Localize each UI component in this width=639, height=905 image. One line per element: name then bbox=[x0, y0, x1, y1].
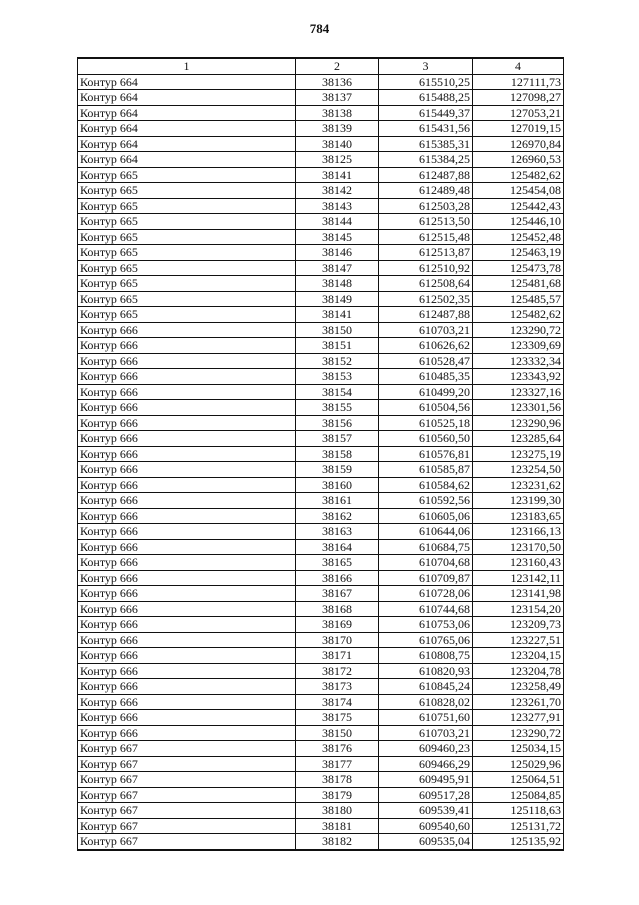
table-row bbox=[78, 601, 564, 617]
table-row bbox=[78, 803, 564, 819]
contour-name-cell: Контур 666 bbox=[78, 322, 296, 338]
table-row bbox=[78, 353, 564, 369]
y-coordinate-cell: 125473,78 bbox=[473, 260, 564, 276]
x-coordinate-cell: 612510,92 bbox=[379, 260, 473, 276]
y-coordinate-cell: 125446,10 bbox=[473, 214, 564, 230]
point-number-cell: 38148 bbox=[296, 276, 379, 292]
table-row bbox=[78, 245, 564, 261]
table-row bbox=[78, 818, 564, 834]
y-coordinate-cell: 125131,72 bbox=[473, 818, 564, 834]
table-row bbox=[78, 214, 564, 230]
x-coordinate-cell: 610528,47 bbox=[379, 353, 473, 369]
table-row bbox=[78, 152, 564, 168]
table-row bbox=[78, 276, 564, 292]
contour-name-cell: Контур 666 bbox=[78, 384, 296, 400]
table-row bbox=[78, 648, 564, 664]
table-row bbox=[78, 90, 564, 106]
y-coordinate-cell: 125034,15 bbox=[473, 741, 564, 757]
table-row bbox=[78, 369, 564, 385]
x-coordinate-cell: 609540,60 bbox=[379, 818, 473, 834]
point-number-cell: 38141 bbox=[296, 167, 379, 183]
y-coordinate-cell: 123301,56 bbox=[473, 400, 564, 416]
table-row bbox=[78, 136, 564, 152]
table-row bbox=[78, 462, 564, 478]
contour-name-cell: Контур 666 bbox=[78, 539, 296, 555]
point-number-cell: 38178 bbox=[296, 772, 379, 788]
contour-name-cell: Контур 666 bbox=[78, 508, 296, 524]
y-coordinate-cell: 125482,62 bbox=[473, 167, 564, 183]
x-coordinate-cell: 610644,06 bbox=[379, 524, 473, 540]
contour-name-cell: Контур 666 bbox=[78, 586, 296, 602]
y-coordinate-cell: 123160,43 bbox=[473, 555, 564, 571]
table-row bbox=[78, 260, 564, 276]
point-number-cell: 38158 bbox=[296, 446, 379, 462]
x-coordinate-cell: 615510,25 bbox=[379, 74, 473, 90]
y-coordinate-cell: 126960,53 bbox=[473, 152, 564, 168]
y-coordinate-cell: 125485,57 bbox=[473, 291, 564, 307]
x-coordinate-cell: 612487,88 bbox=[379, 167, 473, 183]
y-coordinate-cell: 123327,16 bbox=[473, 384, 564, 400]
contour-name-cell: Контур 666 bbox=[78, 679, 296, 695]
contour-name-cell: Контур 666 bbox=[78, 524, 296, 540]
y-coordinate-cell: 123254,50 bbox=[473, 462, 564, 478]
y-coordinate-cell: 123199,30 bbox=[473, 493, 564, 509]
contour-name-cell: Контур 666 bbox=[78, 694, 296, 710]
point-number-cell: 38154 bbox=[296, 384, 379, 400]
contour-name-cell: Контур 665 bbox=[78, 245, 296, 261]
x-coordinate-cell: 612508,64 bbox=[379, 276, 473, 292]
x-coordinate-cell: 610626,62 bbox=[379, 338, 473, 354]
point-number-cell: 38172 bbox=[296, 663, 379, 679]
y-coordinate-cell: 125454,08 bbox=[473, 183, 564, 199]
table-row bbox=[78, 679, 564, 695]
contour-name-cell: Контур 666 bbox=[78, 400, 296, 416]
table-row bbox=[78, 508, 564, 524]
x-coordinate-cell: 610560,50 bbox=[379, 431, 473, 447]
x-coordinate-cell: 610704,68 bbox=[379, 555, 473, 571]
table-row bbox=[78, 167, 564, 183]
contour-name-cell: Контур 667 bbox=[78, 772, 296, 788]
x-coordinate-cell: 610828,02 bbox=[379, 694, 473, 710]
contour-name-cell: Контур 665 bbox=[78, 291, 296, 307]
x-coordinate-cell: 610703,21 bbox=[379, 725, 473, 741]
contour-name-cell: Контур 666 bbox=[78, 462, 296, 478]
x-coordinate-cell: 612502,35 bbox=[379, 291, 473, 307]
point-number-cell: 38161 bbox=[296, 493, 379, 509]
contour-name-cell: Контур 666 bbox=[78, 663, 296, 679]
table-row bbox=[78, 834, 564, 850]
contour-name-cell: Контур 665 bbox=[78, 260, 296, 276]
table-row bbox=[78, 570, 564, 586]
table-row bbox=[78, 772, 564, 788]
y-coordinate-cell: 123290,96 bbox=[473, 415, 564, 431]
contour-name-cell: Контур 665 bbox=[78, 276, 296, 292]
point-number-cell: 38143 bbox=[296, 198, 379, 214]
y-coordinate-cell: 123258,49 bbox=[473, 679, 564, 695]
contour-name-cell: Контур 665 bbox=[78, 214, 296, 230]
point-number-cell: 38137 bbox=[296, 90, 379, 106]
x-coordinate-cell: 610684,75 bbox=[379, 539, 473, 555]
table-row bbox=[78, 632, 564, 648]
x-coordinate-cell: 609466,29 bbox=[379, 756, 473, 772]
y-coordinate-cell: 123332,34 bbox=[473, 353, 564, 369]
x-coordinate-cell: 612513,50 bbox=[379, 214, 473, 230]
x-coordinate-cell: 610820,93 bbox=[379, 663, 473, 679]
coordinates-table bbox=[77, 57, 564, 851]
x-coordinate-cell: 609495,91 bbox=[379, 772, 473, 788]
table-row bbox=[78, 725, 564, 741]
y-coordinate-cell: 123231,62 bbox=[473, 477, 564, 493]
x-coordinate-cell: 609460,23 bbox=[379, 741, 473, 757]
point-number-cell: 38173 bbox=[296, 679, 379, 695]
point-number-cell: 38182 bbox=[296, 834, 379, 850]
point-number-cell: 38164 bbox=[296, 539, 379, 555]
contour-name-cell: Контур 665 bbox=[78, 307, 296, 323]
point-number-cell: 38179 bbox=[296, 787, 379, 803]
contour-name-cell: Контур 664 bbox=[78, 105, 296, 121]
column-header-3: 3 bbox=[379, 58, 473, 74]
contour-name-cell: Контур 666 bbox=[78, 570, 296, 586]
y-coordinate-cell: 123204,78 bbox=[473, 663, 564, 679]
point-number-cell: 38147 bbox=[296, 260, 379, 276]
x-coordinate-cell: 612489,48 bbox=[379, 183, 473, 199]
contour-name-cell: Контур 665 bbox=[78, 198, 296, 214]
contour-name-cell: Контур 666 bbox=[78, 725, 296, 741]
table-body bbox=[78, 74, 564, 850]
table-row bbox=[78, 539, 564, 555]
x-coordinate-cell: 610485,35 bbox=[379, 369, 473, 385]
contour-name-cell: Контур 666 bbox=[78, 415, 296, 431]
contour-name-cell: Контур 664 bbox=[78, 90, 296, 106]
page-number: 784 bbox=[309, 21, 330, 36]
table-row bbox=[78, 307, 564, 323]
x-coordinate-cell: 610728,06 bbox=[379, 586, 473, 602]
y-coordinate-cell: 125482,62 bbox=[473, 307, 564, 323]
point-number-cell: 38142 bbox=[296, 183, 379, 199]
table-row bbox=[78, 415, 564, 431]
column-header-4: 4 bbox=[473, 58, 564, 74]
y-coordinate-cell: 125064,51 bbox=[473, 772, 564, 788]
y-coordinate-cell: 123275,19 bbox=[473, 446, 564, 462]
contour-name-cell: Контур 666 bbox=[78, 648, 296, 664]
point-number-cell: 38157 bbox=[296, 431, 379, 447]
x-coordinate-cell: 610765,06 bbox=[379, 632, 473, 648]
x-coordinate-cell: 612513,87 bbox=[379, 245, 473, 261]
table-row bbox=[78, 74, 564, 90]
contour-name-cell: Контур 666 bbox=[78, 555, 296, 571]
x-coordinate-cell: 610703,21 bbox=[379, 322, 473, 338]
contour-name-cell: Контур 665 bbox=[78, 167, 296, 183]
point-number-cell: 38165 bbox=[296, 555, 379, 571]
y-coordinate-cell: 125452,48 bbox=[473, 229, 564, 245]
table-row bbox=[78, 586, 564, 602]
contour-name-cell: Контур 666 bbox=[78, 446, 296, 462]
table-row bbox=[78, 229, 564, 245]
x-coordinate-cell: 610585,87 bbox=[379, 462, 473, 478]
contour-name-cell: Контур 666 bbox=[78, 431, 296, 447]
table-row bbox=[78, 198, 564, 214]
point-number-cell: 38138 bbox=[296, 105, 379, 121]
y-coordinate-cell: 125084,85 bbox=[473, 787, 564, 803]
y-coordinate-cell: 123277,91 bbox=[473, 710, 564, 726]
table-header-row bbox=[78, 58, 564, 74]
point-number-cell: 38166 bbox=[296, 570, 379, 586]
x-coordinate-cell: 612503,28 bbox=[379, 198, 473, 214]
table-row bbox=[78, 477, 564, 493]
x-coordinate-cell: 615431,56 bbox=[379, 121, 473, 137]
point-number-cell: 38176 bbox=[296, 741, 379, 757]
contour-name-cell: Контур 667 bbox=[78, 756, 296, 772]
contour-name-cell: Контур 666 bbox=[78, 601, 296, 617]
contour-name-cell: Контур 665 bbox=[78, 229, 296, 245]
point-number-cell: 38167 bbox=[296, 586, 379, 602]
x-coordinate-cell: 615385,31 bbox=[379, 136, 473, 152]
table-row bbox=[78, 694, 564, 710]
x-coordinate-cell: 610576,81 bbox=[379, 446, 473, 462]
point-number-cell: 38144 bbox=[296, 214, 379, 230]
y-coordinate-cell: 127053,21 bbox=[473, 105, 564, 121]
x-coordinate-cell: 610584,62 bbox=[379, 477, 473, 493]
y-coordinate-cell: 123141,98 bbox=[473, 586, 564, 602]
table-row bbox=[78, 338, 564, 354]
point-number-cell: 38170 bbox=[296, 632, 379, 648]
column-header-2: 2 bbox=[296, 58, 379, 74]
y-coordinate-cell: 123227,51 bbox=[473, 632, 564, 648]
y-coordinate-cell: 123309,69 bbox=[473, 338, 564, 354]
point-number-cell: 38169 bbox=[296, 617, 379, 633]
x-coordinate-cell: 610525,18 bbox=[379, 415, 473, 431]
column-header-1: 1 bbox=[78, 58, 296, 74]
contour-name-cell: Контур 666 bbox=[78, 353, 296, 369]
x-coordinate-cell: 615384,25 bbox=[379, 152, 473, 168]
contour-name-cell: Контур 666 bbox=[78, 477, 296, 493]
contour-name-cell: Контур 667 bbox=[78, 818, 296, 834]
contour-name-cell: Контур 666 bbox=[78, 632, 296, 648]
point-number-cell: 38180 bbox=[296, 803, 379, 819]
x-coordinate-cell: 609517,28 bbox=[379, 787, 473, 803]
x-coordinate-cell: 610499,20 bbox=[379, 384, 473, 400]
y-coordinate-cell: 123166,13 bbox=[473, 524, 564, 540]
y-coordinate-cell: 123285,64 bbox=[473, 431, 564, 447]
y-coordinate-cell: 126970,84 bbox=[473, 136, 564, 152]
contour-name-cell: Контур 666 bbox=[78, 493, 296, 509]
contour-name-cell: Контур 664 bbox=[78, 121, 296, 137]
contour-name-cell: Контур 666 bbox=[78, 617, 296, 633]
point-number-cell: 38168 bbox=[296, 601, 379, 617]
contour-name-cell: Контур 666 bbox=[78, 338, 296, 354]
table-row bbox=[78, 384, 564, 400]
table-row bbox=[78, 741, 564, 757]
y-coordinate-cell: 123204,15 bbox=[473, 648, 564, 664]
table-row bbox=[78, 431, 564, 447]
point-number-cell: 38149 bbox=[296, 291, 379, 307]
point-number-cell: 38171 bbox=[296, 648, 379, 664]
y-coordinate-cell: 123261,70 bbox=[473, 694, 564, 710]
point-number-cell: 38160 bbox=[296, 477, 379, 493]
point-number-cell: 38150 bbox=[296, 322, 379, 338]
x-coordinate-cell: 610504,56 bbox=[379, 400, 473, 416]
contour-name-cell: Контур 667 bbox=[78, 741, 296, 757]
contour-name-cell: Контур 664 bbox=[78, 74, 296, 90]
x-coordinate-cell: 609535,04 bbox=[379, 834, 473, 850]
contour-name-cell: Контур 667 bbox=[78, 834, 296, 850]
point-number-cell: 38159 bbox=[296, 462, 379, 478]
x-coordinate-cell: 615449,37 bbox=[379, 105, 473, 121]
x-coordinate-cell: 612515,48 bbox=[379, 229, 473, 245]
point-number-cell: 38136 bbox=[296, 74, 379, 90]
table-row bbox=[78, 105, 564, 121]
x-coordinate-cell: 610808,75 bbox=[379, 648, 473, 664]
x-coordinate-cell: 610845,24 bbox=[379, 679, 473, 695]
x-coordinate-cell: 610751,60 bbox=[379, 710, 473, 726]
contour-name-cell: Контур 665 bbox=[78, 183, 296, 199]
y-coordinate-cell: 123209,73 bbox=[473, 617, 564, 633]
x-coordinate-cell: 615488,25 bbox=[379, 90, 473, 106]
contour-name-cell: Контур 666 bbox=[78, 710, 296, 726]
point-number-cell: 38163 bbox=[296, 524, 379, 540]
point-number-cell: 38150 bbox=[296, 725, 379, 741]
table-row bbox=[78, 756, 564, 772]
table-row bbox=[78, 446, 564, 462]
table-row bbox=[78, 291, 564, 307]
contour-name-cell: Контур 664 bbox=[78, 136, 296, 152]
table-row bbox=[78, 524, 564, 540]
y-coordinate-cell: 125135,92 bbox=[473, 834, 564, 850]
y-coordinate-cell: 125463,19 bbox=[473, 245, 564, 261]
x-coordinate-cell: 610605,06 bbox=[379, 508, 473, 524]
table-row bbox=[78, 617, 564, 633]
point-number-cell: 38153 bbox=[296, 369, 379, 385]
x-coordinate-cell: 610753,06 bbox=[379, 617, 473, 633]
y-coordinate-cell: 123290,72 bbox=[473, 725, 564, 741]
contour-name-cell: Контур 666 bbox=[78, 369, 296, 385]
x-coordinate-cell: 609539,41 bbox=[379, 803, 473, 819]
contour-name-cell: Контур 667 bbox=[78, 787, 296, 803]
point-number-cell: 38151 bbox=[296, 338, 379, 354]
point-number-cell: 38140 bbox=[296, 136, 379, 152]
point-number-cell: 38145 bbox=[296, 229, 379, 245]
y-coordinate-cell: 127098,27 bbox=[473, 90, 564, 106]
x-coordinate-cell: 610744,68 bbox=[379, 601, 473, 617]
point-number-cell: 38141 bbox=[296, 307, 379, 323]
table-row bbox=[78, 663, 564, 679]
y-coordinate-cell: 127019,15 bbox=[473, 121, 564, 137]
y-coordinate-cell: 123170,50 bbox=[473, 539, 564, 555]
y-coordinate-cell: 123183,65 bbox=[473, 508, 564, 524]
y-coordinate-cell: 125029,96 bbox=[473, 756, 564, 772]
point-number-cell: 38155 bbox=[296, 400, 379, 416]
point-number-cell: 38139 bbox=[296, 121, 379, 137]
table-row bbox=[78, 555, 564, 571]
y-coordinate-cell: 123290,72 bbox=[473, 322, 564, 338]
y-coordinate-cell: 125442,43 bbox=[473, 198, 564, 214]
y-coordinate-cell: 123154,20 bbox=[473, 601, 564, 617]
x-coordinate-cell: 612487,88 bbox=[379, 307, 473, 323]
table-row bbox=[78, 493, 564, 509]
table-row bbox=[78, 183, 564, 199]
y-coordinate-cell: 123142,11 bbox=[473, 570, 564, 586]
table-row bbox=[78, 322, 564, 338]
point-number-cell: 38146 bbox=[296, 245, 379, 261]
x-coordinate-cell: 610709,87 bbox=[379, 570, 473, 586]
table-row bbox=[78, 400, 564, 416]
table-row bbox=[78, 121, 564, 137]
contour-name-cell: Контур 664 bbox=[78, 152, 296, 168]
table-row bbox=[78, 787, 564, 803]
x-coordinate-cell: 610592,56 bbox=[379, 493, 473, 509]
point-number-cell: 38174 bbox=[296, 694, 379, 710]
point-number-cell: 38177 bbox=[296, 756, 379, 772]
contour-name-cell: Контур 667 bbox=[78, 803, 296, 819]
point-number-cell: 38125 bbox=[296, 152, 379, 168]
point-number-cell: 38152 bbox=[296, 353, 379, 369]
table-row bbox=[78, 710, 564, 726]
point-number-cell: 38181 bbox=[296, 818, 379, 834]
y-coordinate-cell: 125118,63 bbox=[473, 803, 564, 819]
point-number-cell: 38175 bbox=[296, 710, 379, 726]
point-number-cell: 38162 bbox=[296, 508, 379, 524]
y-coordinate-cell: 127111,73 bbox=[473, 74, 564, 90]
y-coordinate-cell: 123343,92 bbox=[473, 369, 564, 385]
y-coordinate-cell: 125481,68 bbox=[473, 276, 564, 292]
point-number-cell: 38156 bbox=[296, 415, 379, 431]
